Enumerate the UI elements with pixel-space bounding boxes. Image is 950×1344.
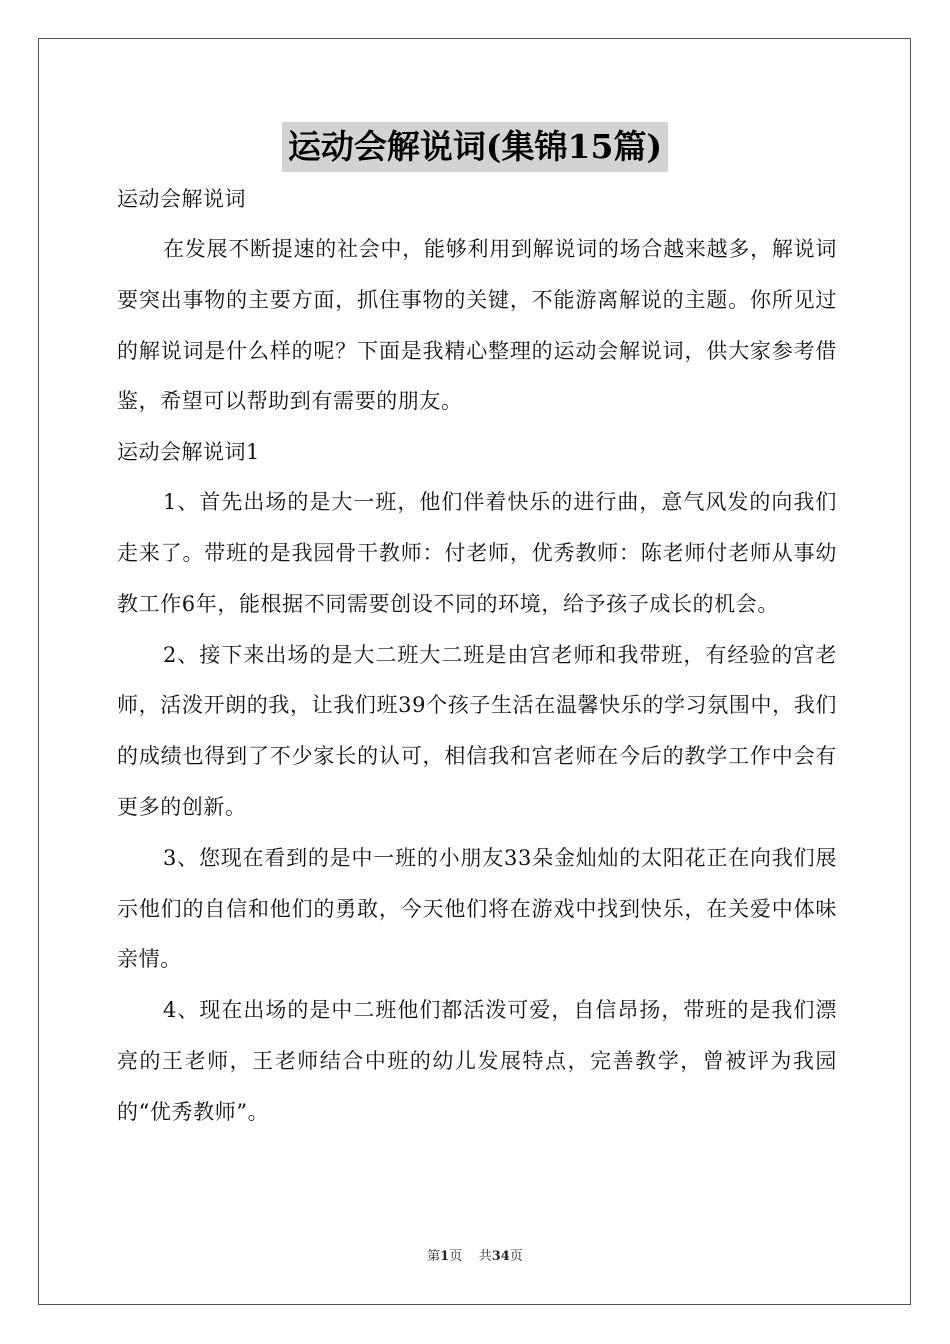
section-heading: 运动会解说词1 [117,440,260,465]
body-paragraph: 3、您现在看到的是中一班的小朋友33朵金灿灿的太阳花正在向我们展示他们的自信和他们的勇敢，今天他们将在游戏中找到快乐，在关爱中体味亲情。 [117,845,837,972]
document-title: 运动会解说词(集锦15篇) [282,122,668,172]
intro-heading: 运动会解说词 [117,187,246,211]
body-paragraph: 2、接下来出场的是大二班大二班是由宫老师和我带班，有经验的宫老师，活泼开朗的我，让我们班39个孩子生活在温馨快乐的学习氛围中，我们的成绩也得到了不少家长的认可，相信我和宫老师在今后的教学工作中会有更多的创新。 [117,642,837,819]
document-body [117,174,837,1138]
total-prefix: 共 [478,1249,492,1264]
total-suffix: 页 [509,1249,523,1264]
intro-paragraph: 在发展不断提速的社会中，能够利用到解说词的场合越来越多，解说词要突出事物的主要方面，抓住事物的关键，不能游离解说的主题。你所见过的解说词是什么样的呢？下面是我精心整理的运动会解说词，供大家参考借鉴，希望可以帮助到有需要的朋友。 [117,237,837,414]
title-wrap [0,122,950,172]
page-footer [0,1245,950,1264]
page-number: 1 [440,1249,450,1264]
page-prefix: 第 [427,1249,441,1264]
body-paragraph: 4、现在出场的是中二班他们都活泼可爱，自信昂扬，带班的是我们漂亮的王老师，王老师结合中班的幼儿发展特点，完善教学，曾被评为我园的“优秀教师”。 [117,998,837,1124]
body-paragraph: 1、首先出场的是大一班，他们伴着快乐的进行曲，意气风发的向我们走来了。带班的是我园骨干教师：付老师，优秀教师：陈老师付老师从事幼教工作6年，能根据不同需要创设不同的环境，给予孩子成长的机会。 [117,490,837,616]
total-pages: 34 [491,1249,510,1264]
page-suffix: 页 [449,1249,463,1264]
